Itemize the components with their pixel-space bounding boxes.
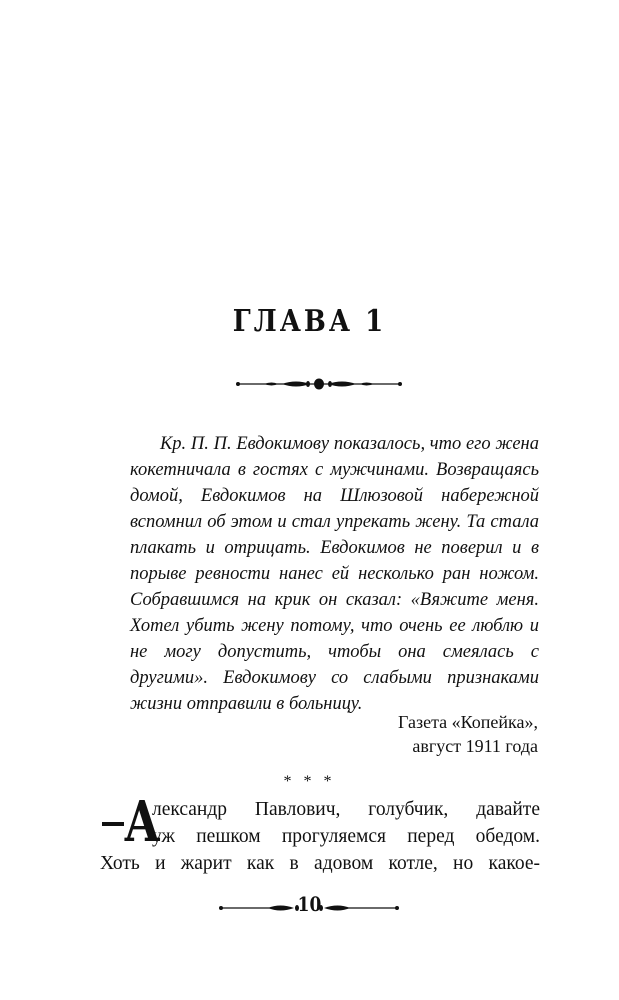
source-date: август 1911 года bbox=[412, 736, 538, 756]
page-number: 10 bbox=[297, 893, 322, 917]
body-text bbox=[100, 789, 540, 877]
body-line: Хоть и жарит как в адовом котле, но какое- bbox=[100, 853, 540, 874]
epigraph-source bbox=[398, 710, 538, 758]
body-line: лександр Павлович, голубчик, давайте bbox=[152, 799, 540, 820]
section-separator: * * * bbox=[283, 773, 336, 790]
ornament-divider-icon bbox=[234, 375, 404, 393]
chapter-title: ГЛАВА 1 bbox=[232, 304, 387, 340]
source-publication: Газета «Копейка», bbox=[398, 712, 538, 732]
epigraph-text: Кр. П. П. Евдокимову показалось, что его жена кокетничала в гостях с мужчинами. Возвращаясь домой, Евдокимов на Шлюзовой набережной вспомнил об этом и стал упрекать жену. Та стала плакать и отрицать. Евдокимов не поверил и в порыве ревности нанес ей несколько ран ножом. Собравшимся на крик он сказал: «Вяжите меня. Хотел убить жену потому, что очень ее люблю и не могу допустить, чтобы она смеялась с другими». Евдокимову со слабыми признаками жизни отправили в больницу. bbox=[130, 434, 539, 714]
body-line: уж пешком прогуляемся перед обедом. bbox=[152, 826, 540, 847]
drop-cap: А bbox=[124, 789, 161, 855]
